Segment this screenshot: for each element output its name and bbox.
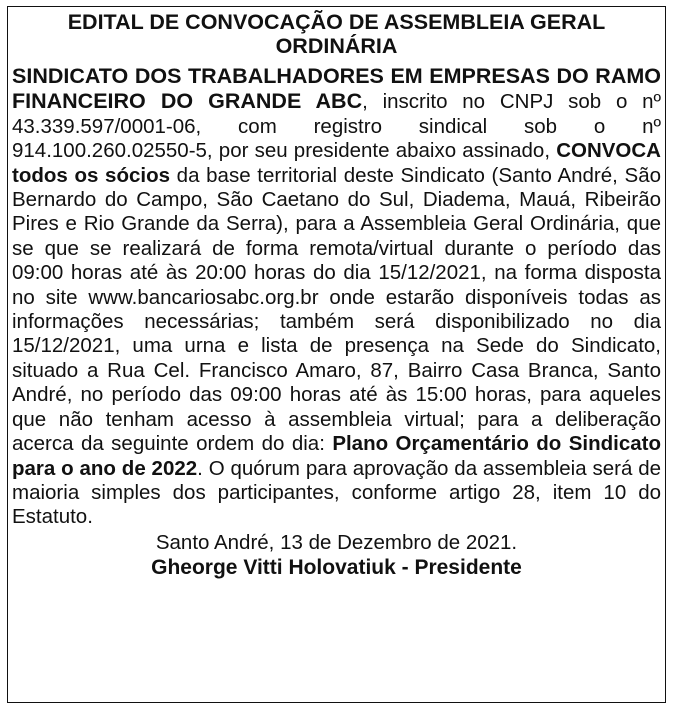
body-text-1: , inscrito no CNPJ sob o nº 43.339.597/0001-06, com registro sindical sob o nº 914.100.260.02550-5, por seu presidente abaixo assinado, — [12, 90, 661, 163]
organization-name: SINDICATO DOS TRABALHADORES EM EMPRESAS DO RAMO FINANCEIRO DO GRANDE ABC — [12, 64, 661, 114]
notice-body — [12, 64, 661, 530]
place-date: Santo André, 13 de Dezembro de 2021. — [155, 530, 518, 554]
convocation-notice — [7, 6, 666, 703]
notice-title: EDITAL DE CONVOCAÇÃO DE ASSEMBLEIA GERAL ORDINÁRIA — [67, 10, 606, 58]
agenda-item: Plano Orçamentário do Sindicato para o ano de 2022 — [12, 432, 661, 480]
body-text-3: . O quórum para aprovação da assembleia será de maioria simples dos participantes, conforme artigo 28, item 10 do Estatuto. — [12, 456, 661, 529]
convoca-phrase: CONVOCA todos os sócios — [12, 139, 661, 187]
body-text-2: da base territorial deste Sindicato (Santo André, São Bernardo do Campo, São Caetano do Sul, Diadema, Mauá, Ribeirão Pires e Rio Grande da Serra), para a Assembleia Geral Ordinária, que se que se realizará de forma remota/virtual durante o período das 09:00 horas até às 20:00 horas do dia 15/12/2021, na forma disposta no site www.bancariosabc.org.br onde estarão disponíveis todas as informações necessárias; também será disponibilizado no dia 15/12/2021, uma urna e lista de presença na Sede do Sindicato, situado a Rua Cel. Francisco Amaro, 87, Bairro Casa Branca, Santo André, no período das 09:00 horas até às 15:00 horas, para aqueles que não tenham acesso à assembleia virtual; para a deliberação acerca da seguinte ordem do dia: — [12, 163, 661, 456]
signature: Gheorge Vitti Holovatiuk - Presidente — [151, 555, 522, 579]
